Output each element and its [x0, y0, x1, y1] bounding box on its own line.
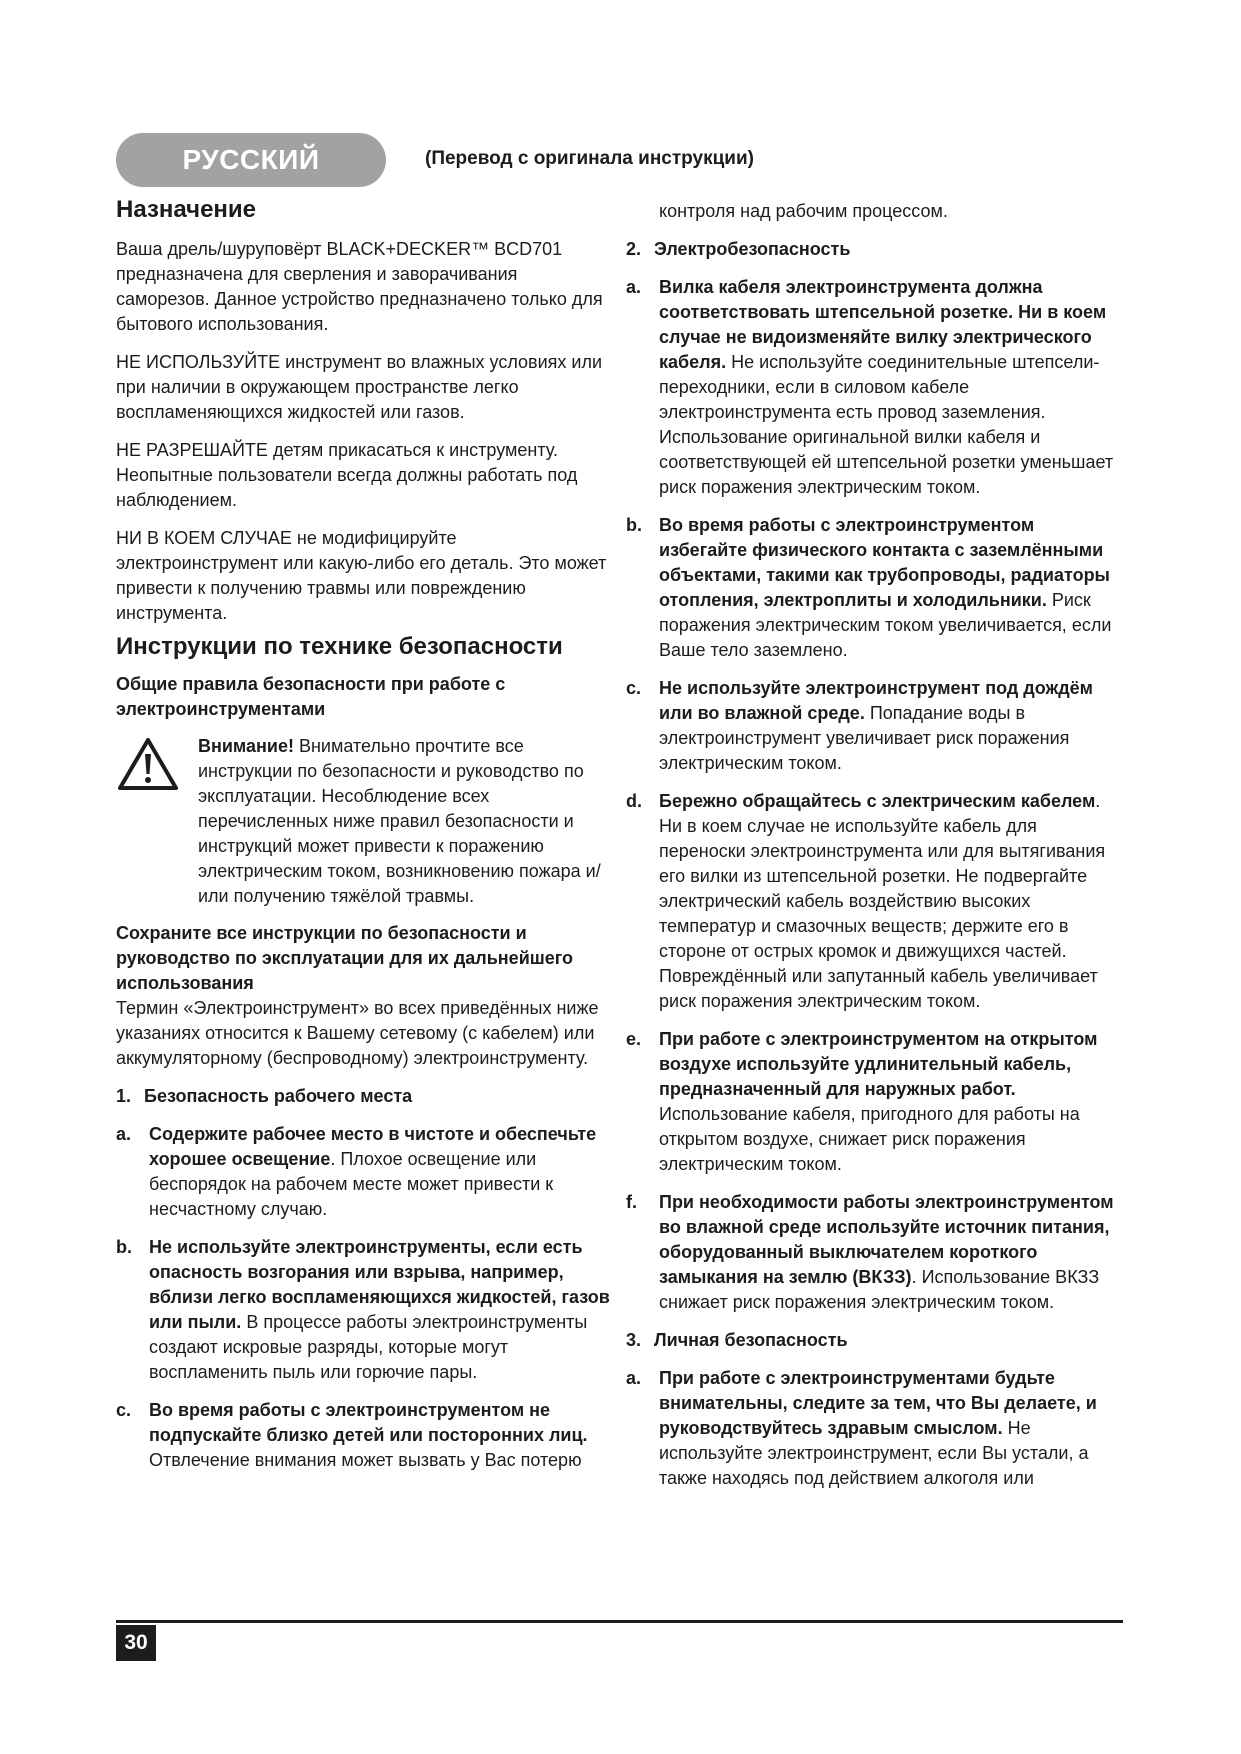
- item-bold-text: При работе с электроинструментом на открытом воздухе используйте удлинительный кабель, предназначенный для наружных работ.: [659, 1029, 1098, 1099]
- list-item: [626, 1027, 1126, 1177]
- list-item: [626, 1366, 1126, 1491]
- item-letter: e.: [626, 1029, 642, 1049]
- item-letter: a.: [116, 1124, 132, 1144]
- item-letter: a.: [626, 1368, 642, 1388]
- section-1-title: [116, 1084, 616, 1109]
- purpose-paragraph-3: НЕ РАЗРЕШАЙТЕ детям прикасаться к инструменту. Неопытные пользователи всегда должны работать под наблюдением.: [116, 440, 578, 510]
- page-number-badge: [116, 1625, 156, 1661]
- item-text: Не используйте соединительные штепсели-переходники, если в силовом кабеле электроинструмента есть провод заземления. Использование оригинальной вилки кабеля и соответствующей ей штепсельной розетки уменьшает риск поражения электрическим током.: [659, 352, 1114, 497]
- item-bold-text: Бережно обращайтесь с электрическим кабелем: [659, 791, 1096, 811]
- item-letter: b.: [116, 1237, 132, 1257]
- item-text: Попадание воды в электроинструмент увеличивает риск поражения электрическим током.: [659, 703, 1070, 773]
- general-safety-subheading: Общие правила безопасности при работе с электроинструментами: [116, 674, 506, 719]
- keep-instructions-heading: Сохраните все инструкции по безопасности и руководство по эксплуатации для их дальнейшего использования: [116, 923, 574, 993]
- safety-heading: Инструкции по технике безопасности: [116, 633, 563, 660]
- list-item: [626, 676, 1126, 776]
- item-text: . Плохое освещение или беспорядок на рабочем месте может привести к несчастному случаю.: [149, 1149, 554, 1219]
- section-title-text: Безопасность рабочего места: [144, 1086, 413, 1106]
- warning-body: Внимательно прочтите все инструкции по безопасности и руководство по эксплуатации. Несоблюдение всех перечисленных ниже правил безопасности и инструкций может привести к поражению электрическим током, возникновению пожара и/или получению тяжёлой травмы.: [198, 736, 601, 906]
- section-title-text: Личная безопасность: [654, 1330, 848, 1350]
- right-column: [626, 199, 1126, 1504]
- page-number: 30: [124, 1631, 148, 1654]
- language-label: РУССКИЙ: [182, 144, 320, 175]
- list-item: [626, 1190, 1126, 1315]
- item-text: Использование кабеля, пригодного для работы на открытом воздухе, снижает риск поражения электрическим током.: [659, 1104, 1080, 1174]
- item-bold-text: Во время работы с электроинструментом не подпускайте близко детей или посторонних лиц.: [149, 1400, 588, 1445]
- list-item: [116, 1122, 616, 1222]
- item-text: В процессе работы электроинструменты создают искровые разряды, которые могут воспламенить пыль или горючие пары.: [149, 1312, 588, 1382]
- section-number: 1.: [116, 1086, 132, 1106]
- item-text: Отвлечение внимания может вызвать у Вас потерю: [149, 1450, 582, 1470]
- item-letter: c.: [116, 1400, 132, 1420]
- item-letter: b.: [626, 515, 642, 535]
- list-item: [626, 789, 1126, 1014]
- purpose-paragraph-1: Ваша дрель/шуруповёрт BLACK+DECKER™ BCD701 предназначена для сверления и заворачивания саморезов. Данное устройство предназначено только для бытового использования.: [116, 239, 603, 334]
- list-item: [116, 1398, 616, 1473]
- section-2-title: [626, 237, 1126, 262]
- item-letter: c.: [626, 678, 642, 698]
- list-item: [626, 275, 1126, 500]
- purpose-heading: Назначение: [116, 196, 257, 223]
- item-bold-text: Содержите рабочее место в чистоте и обеспечьте хорошее освещение: [149, 1124, 597, 1169]
- section-number: 3.: [626, 1330, 642, 1350]
- term-definition: Термин «Электроинструмент» во всех приведённых ниже указаниях относится к Вашему сетевому (с кабелем) или аккумуляторному (беспроводному) электроинструменту.: [116, 998, 599, 1068]
- item-letter: d.: [626, 791, 642, 811]
- item-bold-text: Не используйте электроинструменты, если есть опасность возгорания или взрыва, например, вблизи легко воспламеняющихся жидкостей, газов или пыли.: [149, 1237, 610, 1332]
- item-bold-text: При работе с электроинструментами будьте внимательны, следите за тем, что Вы делаете, и руководствуйтесь здравым смыслом.: [659, 1368, 1097, 1438]
- item-text: Риск поражения электрическим током увеличивается, если Ваше тело заземлено.: [659, 590, 1112, 660]
- item-bold-text: При необходимости работы электроинструментом во влажной среде используйте источник питания, оборудованный выключателем короткого замыкания на землю (ВКЗЗ): [659, 1192, 1114, 1287]
- warning-block: [116, 734, 616, 909]
- warning-triangle-icon: [116, 734, 198, 909]
- item-text: . Использование ВКЗЗ снижает риск поражения электрическим током.: [659, 1267, 1100, 1312]
- item-bold-text: Не используйте электроинструмент под дождём или во влажной среде.: [659, 678, 1093, 723]
- section-number: 2.: [626, 239, 642, 259]
- section-3-title: [626, 1328, 1126, 1353]
- list-item: [116, 1235, 616, 1385]
- purpose-paragraph-4: НИ В КОЕМ СЛУЧАЕ не модифицируйте электроинструмент или какую-либо его деталь. Это может привести к получению травмы или повреждению инструмента.: [116, 528, 607, 623]
- list-item: [626, 513, 1126, 663]
- item-text: . Ни в коем случае не используйте кабель для переноски электроинструмента или для вытягивания его вилки из штепсельной розетки. Не подвергайте электрический кабель воздействию высоких температур и смазочных веществ; держите его в стороне от острых кромок и движущихся частей. Повреждённый или запутанный кабель увеличивает риск поражения электрическим током.: [659, 791, 1106, 1011]
- language-badge: [116, 133, 386, 187]
- warning-text: [198, 734, 616, 909]
- item-letter: f.: [626, 1192, 637, 1212]
- translation-note: (Перевод с оригинала инструкции): [425, 148, 754, 169]
- purpose-paragraph-2: НЕ ИСПОЛЬЗУЙТЕ инструмент во влажных условиях или при наличии в окружающем пространстве легко воспламеняющихся жидкостей или газов.: [116, 352, 603, 422]
- item-letter: a.: [626, 277, 642, 297]
- footer-divider: [116, 1620, 1123, 1623]
- left-column: [116, 195, 616, 1486]
- item-text: Не используйте электроинструмент, если Вы устали, а также находясь под действием алкоголя или: [659, 1418, 1089, 1488]
- continuation-text: контроля над рабочим процессом.: [659, 201, 948, 221]
- warning-label: Внимание!: [198, 736, 294, 756]
- item-bold-text: Вилка кабеля электроинструмента должна соответствовать штепсельной розетке. Ни в коем случае не видоизменяйте вилку электрического кабеля.: [659, 277, 1107, 372]
- section-title-text: Электробезопасность: [654, 239, 851, 259]
- item-bold-text: Во время работы с электроинструментом избегайте физического контакта с заземлёнными объектами, такими как трубопроводы, радиаторы отопления, электроплиты и холодильники.: [659, 515, 1110, 610]
